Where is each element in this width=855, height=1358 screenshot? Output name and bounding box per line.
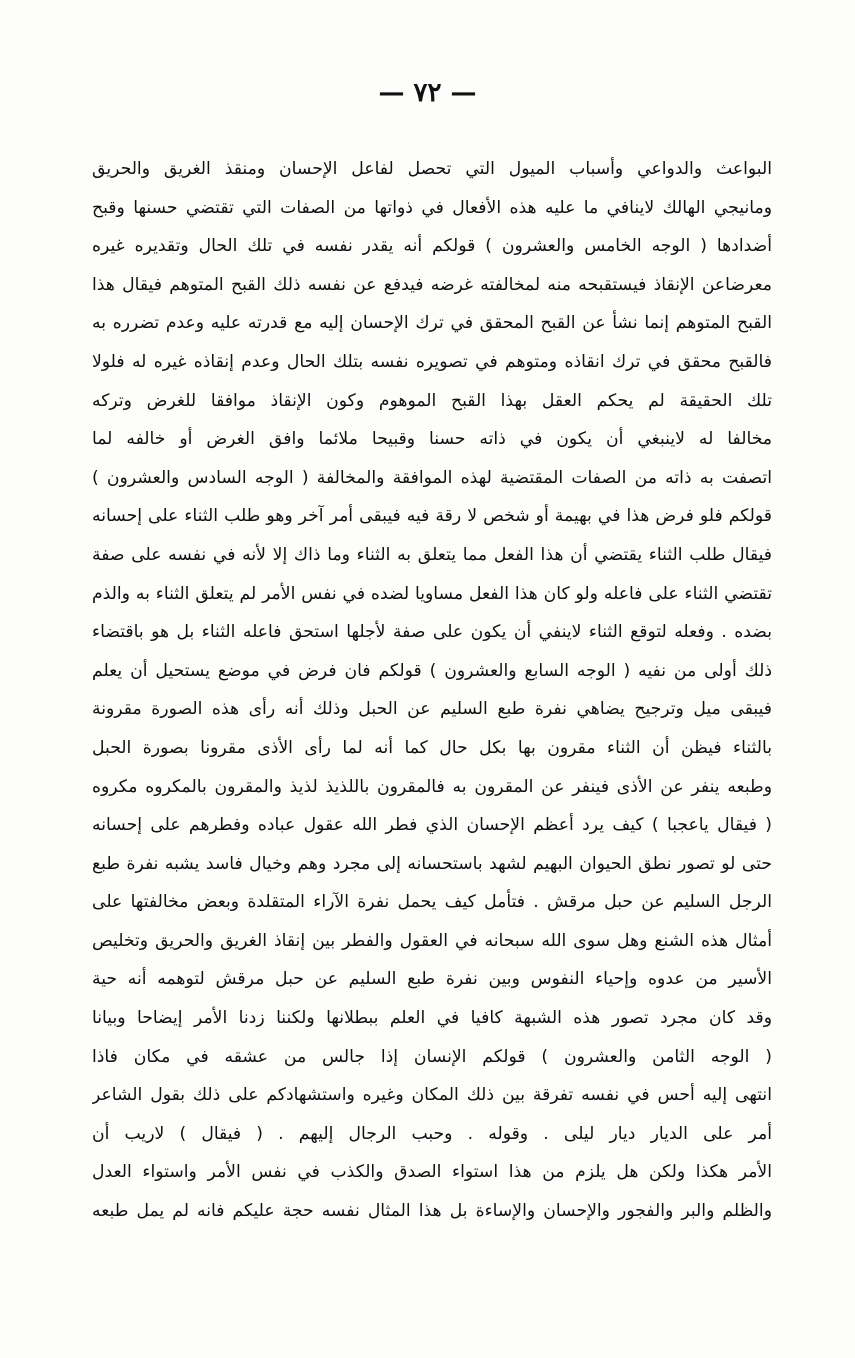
text-line: بضده . وفعله لتوقع الثناء لاينفي أن يكون على صفة لأجلها استحق فاعله الثناء بل هو باقتضاء — [92, 622, 772, 643]
page-number: — ٧٢ — — [378, 78, 477, 108]
text-line: الأسير من عدوه وإحياء النفوس وبين نفرة طبع السليم عن حبل مرقش لتوهمه أنه حية — [92, 969, 772, 990]
text-line: معرضاعن الإنقاذ فيستقبحه منه لمخالفته غرضه فيدفع عن نفسه ذلك القبح المتوهم فيقال هذا — [92, 274, 772, 295]
text-line: انتهى إليه أحس في نفسه تفرقة بين ذلك المكان وغيره واستشهادكم على ذلك بقول الشاعر — [92, 1085, 772, 1106]
text-line: أمر على الديار ديار ليلى . وقوله . وحبب الرجال إليهم . ( فيقال ) لاريب أن — [92, 1123, 772, 1144]
text-line: وطبعه ينفر عن الأذى فينفر عن المقرون به فالمقرون باللذيذ لذيذ والمقرون بالمكروه مكروه — [92, 776, 772, 797]
text-line: ومانيجي الهالك لاينافي ما عليه هذه الأفعال في ذواتها من الصفات التي تقتضي حسنها وقبح — [92, 197, 772, 218]
text-line: ذلك أولى من نفيه ( الوجه السابع والعشرون ) قولكم فان فرض في موضع يستحيل أن يعلم — [92, 660, 772, 681]
text-line: الأمر هكذا ولكن هل يلزم من هذا استواء الصدق والكذب في نفس الأمر واستواء العدل — [92, 1162, 772, 1183]
text-line: وقد كان مجرد تصور هذه الشبهة كافيا في العلم ببطلانها ولكننا زدنا الأمر إيضاحا وبيانا — [92, 1008, 772, 1029]
text-line: مخالفا له لاينبغي أن يكون في ذاته حسنا وقبيحا ملائما وافق الغرض أو خالفه لما — [92, 429, 772, 450]
text-line: اتصفت به ذاته من الصفات المقتضية لهذه الموافقة والمخالفة ( الوجه السادس والعشرون ) — [92, 467, 772, 488]
text-line: بالثناء فيظن أن الثناء مقرون بها بكل حال كما أنه لما رأى الأذى مقرونا بصورة الحبل — [92, 737, 772, 758]
text-line: تقتضي الثناء على فاعله ولو كان هذا الفعل مساويا لضده في نفس الأمر لم يتعلق الثناء به والذم — [92, 583, 772, 604]
text-line: الرجل السليم عن حبل مرقش . فتأمل كيف يحمل نفرة الآراء المتقلدة وبعض مخالفتها على — [92, 892, 772, 913]
text-line: والظلم والبر والفجور والإحسان والإساءة بل هذا المثال نفسه حجة عليكم فانه لم يمل طبعه — [92, 1201, 772, 1222]
text-line: القبح المتوهم إنما نشأ عن القبح المحقق في ترك الإحسان إليه مع قدرته عليه وعدم تضرره به — [92, 313, 772, 334]
text-line: تلك الحقيقة لم يحكم العقل بهذا القبح الموهوم وكون الإنقاذ موافقا للغرض وتركه — [92, 390, 772, 411]
text-line: ( الوجه الثامن والعشرون ) قولكم الإنسان إذا جالس من عشقه في مكان فاذا — [92, 1046, 772, 1067]
text-line: أضدادها ( الوجه الخامس والعشرون ) قولكم أنه يقدر نفسه في تلك الحال وتقديره غيره — [92, 236, 772, 257]
text-line: ( فيقال ياعجبا ) كيف يرد أعظم الإحسان الذي فطر الله عقول عباده وفطرهم على إحسانه — [92, 815, 772, 836]
text-line: حتى لو تصور نطق الحيوان البهيم لشهد باستحسانه إلى مجرد وهم وخيال فاسد يشبه نفرة طبع — [92, 853, 772, 874]
text-line: أمثال هذه الشنع وهل سوى الله سبحانه في العقول والفطر بين إنقاذ الغريق والحريق وتخليص — [92, 930, 772, 951]
text-line: فيبقى ميل وترجيح يضاهي نفرة طبع السليم عن الحبل وذلك أنه رأى هذه الصورة مقرونة — [92, 699, 772, 720]
text-line: قولكم فلو فرض هذا في بهيمة أو شخص لا رقة فيه فيبقى أمر آخر وهو طلب الثناء على إحسانه — [92, 506, 772, 527]
body-text — [92, 150, 772, 1231]
text-line: فيقال طلب الثناء يقتضي أن هذا الفعل مما يتعلق به الثناء وما ذاك إلا لأنه في نفسه على صفة — [92, 544, 772, 565]
text-line: فالقبح محقق في ترك انقاذه ومتوهم في تصويره نفسه بتلك الحال وعدم إنقاذه غيره له فلولا — [92, 351, 772, 372]
text-line: البواعث والدواعي وأسباب الميول التي تحصل لفاعل الإحسان ومنقذ الغريق والحريق — [92, 159, 772, 179]
